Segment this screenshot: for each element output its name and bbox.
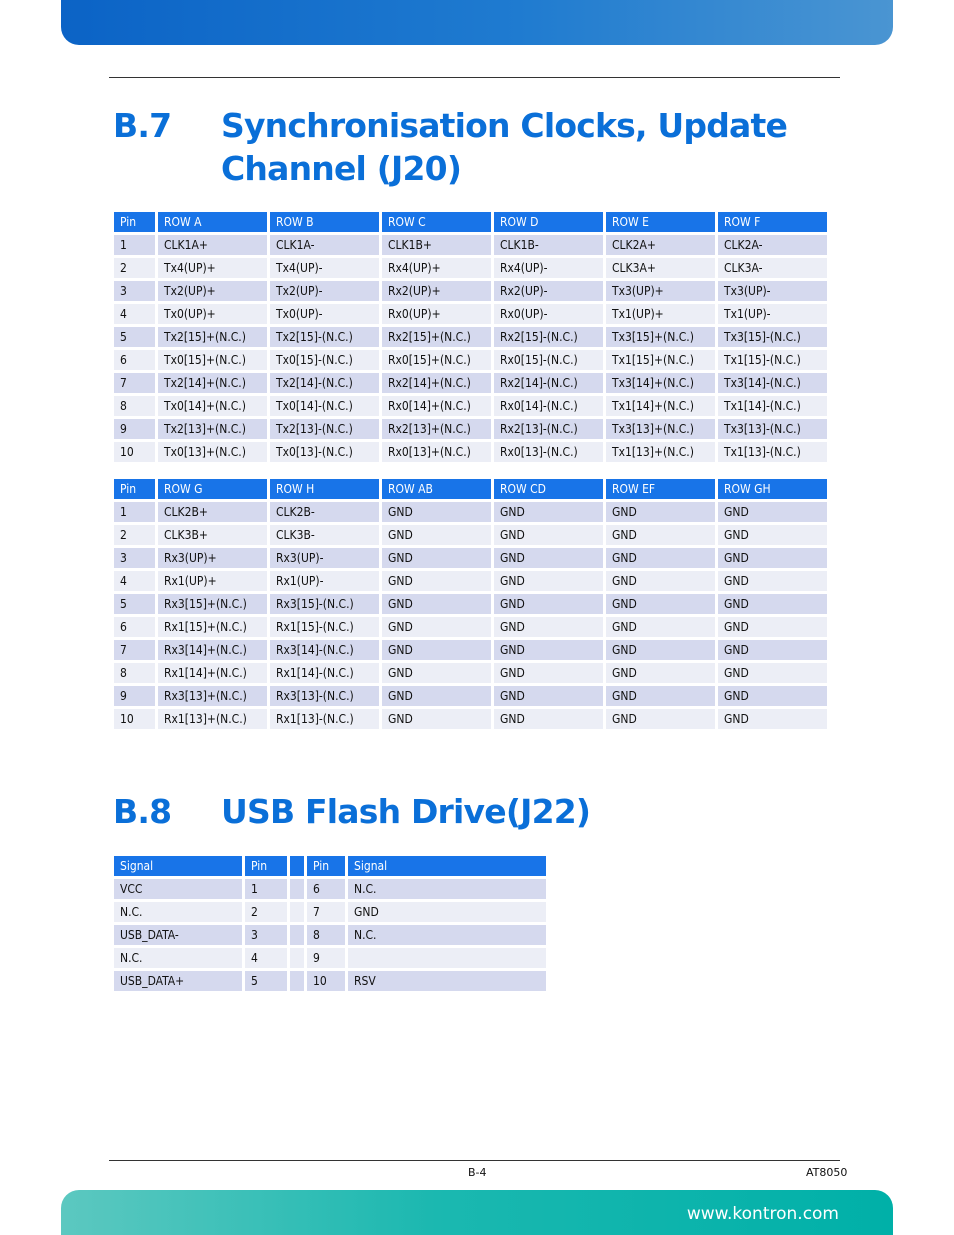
table-cell: Rx1[15]-(N.C.) [270,617,379,637]
column-header: ROW H [270,479,379,499]
table-row [114,502,827,522]
table-cell: GND [494,617,603,637]
table-row [114,235,827,255]
table-cell: 5 [114,594,155,614]
table-cell: Tx2[15]-(N.C.) [270,327,379,347]
table-cell: GND [382,663,491,683]
column-header: Signal [114,856,242,876]
table-cell: N.C. [348,925,546,945]
table-cell: GND [606,548,715,568]
table-cell: Tx0[15]+(N.C.) [158,350,267,370]
table-cell: GND [494,502,603,522]
table-row [114,258,827,278]
table-cell: 4 [114,571,155,591]
table-cell: CLK3B- [270,525,379,545]
table-cell: Tx4(UP)- [270,258,379,278]
table-cell: Tx2[13]+(N.C.) [158,419,267,439]
table-cell: 8 [114,663,155,683]
table-cell: 6 [114,350,155,370]
table-cell: GND [718,525,827,545]
table-cell [290,902,304,922]
table-cell: GND [606,571,715,591]
column-header: Signal [348,856,546,876]
column-header: ROW G [158,479,267,499]
table-cell: USB_DATA- [114,925,242,945]
table-cell: Tx3[14]-(N.C.) [718,373,827,393]
table-cell: 8 [307,925,345,945]
column-header: ROW A [158,212,267,232]
table-cell: Tx3[13]+(N.C.) [606,419,715,439]
table-cell: GND [718,548,827,568]
table-cell: Rx1(UP)+ [158,571,267,591]
table-cell [290,971,304,991]
table-cell: 2 [245,902,287,922]
table-cell: GND [718,571,827,591]
table-cell: GND [718,617,827,637]
table-cell: 9 [114,686,155,706]
table-cell: CLK1A+ [158,235,267,255]
table-cell: CLK1A- [270,235,379,255]
table-cell: Tx0[13]+(N.C.) [158,442,267,462]
table-cell: CLK3A- [718,258,827,278]
table-cell: Rx2[13]+(N.C.) [382,419,491,439]
table-cell: Tx0[13]-(N.C.) [270,442,379,462]
table-cell: GND [494,686,603,706]
table-row [114,879,546,899]
table-cell: GND [382,617,491,637]
table-cell: VCC [114,879,242,899]
table-row [114,281,827,301]
table-cell: Rx2[13]-(N.C.) [494,419,603,439]
table-cell: Tx0(UP)+ [158,304,267,324]
table-cell: Rx1[13]+(N.C.) [158,709,267,729]
table-header-row [114,212,827,232]
table-row [114,640,827,660]
table-cell: Rx2[14]+(N.C.) [382,373,491,393]
table-cell: 6 [114,617,155,637]
table-cell [348,948,546,968]
table-cell: Tx1(UP)- [718,304,827,324]
bottom-banner [61,1190,893,1235]
table-cell: 3 [245,925,287,945]
column-header: ROW GH [718,479,827,499]
table-cell: Rx1[14]+(N.C.) [158,663,267,683]
table-cell: Rx2[14]-(N.C.) [494,373,603,393]
table-header-row [114,479,827,499]
table-cell [290,948,304,968]
table-row [114,594,827,614]
table-cell: 7 [114,640,155,660]
table-cell: Rx2[15]-(N.C.) [494,327,603,347]
table-row [114,442,827,462]
table-cell: Rx3[15]-(N.C.) [270,594,379,614]
table-cell: Tx3(UP)+ [606,281,715,301]
table-cell: 5 [245,971,287,991]
table-cell: GND [718,709,827,729]
usb-pinout-table [111,853,549,994]
table-cell: Rx2[15]+(N.C.) [382,327,491,347]
table-cell: Tx2(UP)+ [158,281,267,301]
section-b7-number: B.7 [113,106,172,145]
column-header: ROW D [494,212,603,232]
column-header: ROW AB [382,479,491,499]
table-cell: GND [606,663,715,683]
table-cell: 3 [114,281,155,301]
table-cell: Tx2(UP)- [270,281,379,301]
table-cell: 10 [114,709,155,729]
pinout-table-rows-g-gh [111,476,830,732]
table-row [114,350,827,370]
column-header: ROW E [606,212,715,232]
table-cell: GND [606,502,715,522]
document-id: AT8050 [806,1166,848,1179]
table-row [114,548,827,568]
table-cell: Rx4(UP)+ [382,258,491,278]
table-cell: Rx3[13]-(N.C.) [270,686,379,706]
table-cell: Rx0(UP)- [494,304,603,324]
table-cell: Rx2(UP)+ [382,281,491,301]
table-cell: Tx1[14]-(N.C.) [718,396,827,416]
table-cell: Tx3(UP)- [718,281,827,301]
table-cell: Rx1[13]-(N.C.) [270,709,379,729]
table-row [114,525,827,545]
table-cell: GND [382,571,491,591]
table-cell: Rx4(UP)- [494,258,603,278]
table-cell: CLK2B+ [158,502,267,522]
table-cell: GND [606,525,715,545]
table-row [114,902,546,922]
table-cell: N.C. [114,948,242,968]
table-cell: Rx2(UP)- [494,281,603,301]
table-cell: GND [348,902,546,922]
table-cell: Tx1[15]+(N.C.) [606,350,715,370]
table-cell: Tx2[14]-(N.C.) [270,373,379,393]
table-cell: 9 [114,419,155,439]
table-cell: 1 [245,879,287,899]
table-row [114,925,546,945]
table-cell: GND [494,640,603,660]
table-row [114,571,827,591]
table-cell: 7 [114,373,155,393]
table-cell: Tx1[15]-(N.C.) [718,350,827,370]
table-cell: 2 [114,525,155,545]
table-cell: Tx0(UP)- [270,304,379,324]
table-cell: CLK2B- [270,502,379,522]
table-cell: GND [382,594,491,614]
table-cell: GND [382,502,491,522]
table-cell: GND [382,525,491,545]
table-cell: 6 [307,879,345,899]
table-cell: N.C. [348,879,546,899]
table-cell: GND [718,640,827,660]
table-cell: Tx3[15]+(N.C.) [606,327,715,347]
table-cell: Tx1[13]-(N.C.) [718,442,827,462]
table-cell: 10 [307,971,345,991]
table-cell: Tx1(UP)+ [606,304,715,324]
table-cell: CLK3B+ [158,525,267,545]
table-header-row [114,856,546,876]
table-cell: 3 [114,548,155,568]
table-row [114,327,827,347]
column-header [290,856,304,876]
table-cell: Rx3(UP)- [270,548,379,568]
table-cell: GND [606,640,715,660]
table-cell: N.C. [114,902,242,922]
table-cell: Tx0[14]-(N.C.) [270,396,379,416]
footer-rule [109,1160,840,1161]
column-header: ROW B [270,212,379,232]
table-cell: GND [606,709,715,729]
table-cell: 4 [114,304,155,324]
table-cell: CLK2A- [718,235,827,255]
table-cell: Rx0(UP)+ [382,304,491,324]
top-banner [61,0,893,45]
table-cell: Rx3[15]+(N.C.) [158,594,267,614]
table-row [114,663,827,683]
table-cell: Rx1(UP)- [270,571,379,591]
table-cell: USB_DATA+ [114,971,242,991]
table-cell: Rx1[15]+(N.C.) [158,617,267,637]
column-header: Pin [114,479,155,499]
table-row [114,617,827,637]
table-cell: Rx3[14]-(N.C.) [270,640,379,660]
table-cell: GND [606,617,715,637]
table-cell: Tx2[13]-(N.C.) [270,419,379,439]
table-cell: CLK2A+ [606,235,715,255]
table-cell: 4 [245,948,287,968]
table-cell: Rx3[14]+(N.C.) [158,640,267,660]
table-cell: Tx1[13]+(N.C.) [606,442,715,462]
table-cell [290,879,304,899]
column-header: ROW EF [606,479,715,499]
table-cell: Tx3[14]+(N.C.) [606,373,715,393]
table-cell: Rx0[15]-(N.C.) [494,350,603,370]
table-cell: GND [382,640,491,660]
page-number: B-4 [468,1166,487,1179]
table-cell: GND [494,709,603,729]
table-cell: CLK3A+ [606,258,715,278]
table-cell: Tx2[15]+(N.C.) [158,327,267,347]
table-cell: Rx3[13]+(N.C.) [158,686,267,706]
table-cell: GND [606,594,715,614]
pinout-table-rows-a-f [111,209,830,465]
column-header: Pin [307,856,345,876]
table-cell: Tx0[15]-(N.C.) [270,350,379,370]
table-cell: GND [382,686,491,706]
table-cell: CLK1B- [494,235,603,255]
table-cell: GND [494,663,603,683]
table-row [114,948,546,968]
table-cell: GND [606,686,715,706]
table-row [114,419,827,439]
table-cell: GND [718,686,827,706]
table-cell: Tx3[13]-(N.C.) [718,419,827,439]
table-cell: 1 [114,235,155,255]
section-b8-number: B.8 [113,792,172,831]
table-cell: Rx3(UP)+ [158,548,267,568]
table-row [114,709,827,729]
table-cell: GND [494,571,603,591]
table-cell: GND [382,709,491,729]
table-cell: Tx3[15]-(N.C.) [718,327,827,347]
table-row [114,304,827,324]
table-cell: 1 [114,502,155,522]
column-header: Pin [245,856,287,876]
table-row [114,396,827,416]
table-cell: GND [382,548,491,568]
table-cell: CLK1B+ [382,235,491,255]
website-link[interactable]: www.kontron.com [686,1204,839,1224]
column-header: ROW CD [494,479,603,499]
table-cell: Rx0[15]+(N.C.) [382,350,491,370]
section-b8-title: USB Flash Drive(J22) [221,792,591,831]
table-cell: Rx0[14]-(N.C.) [494,396,603,416]
table-cell: Rx1[14]-(N.C.) [270,663,379,683]
table-cell: 2 [114,258,155,278]
table-cell: 7 [307,902,345,922]
table-cell: GND [718,594,827,614]
table-cell: 8 [114,396,155,416]
table-cell: Tx2[14]+(N.C.) [158,373,267,393]
table-cell: 5 [114,327,155,347]
table-cell: Tx0[14]+(N.C.) [158,396,267,416]
table-cell: GND [494,594,603,614]
table-cell: GND [718,502,827,522]
table-row [114,971,546,991]
column-header: ROW C [382,212,491,232]
table-cell: GND [494,525,603,545]
table-row [114,686,827,706]
table-cell [290,925,304,945]
table-cell: 9 [307,948,345,968]
table-cell: Rx0[14]+(N.C.) [382,396,491,416]
table-cell: GND [494,548,603,568]
table-cell: Rx0[13]-(N.C.) [494,442,603,462]
table-cell: GND [718,663,827,683]
column-header: ROW F [718,212,827,232]
column-header: Pin [114,212,155,232]
table-row [114,373,827,393]
table-cell: Tx1[14]+(N.C.) [606,396,715,416]
table-cell: 10 [114,442,155,462]
section-b7-title: Synchronisation Clocks, Update Channel (J20) [221,106,788,188]
table-cell: Rx0[13]+(N.C.) [382,442,491,462]
table-cell: Tx4(UP)+ [158,258,267,278]
table-cell: RSV [348,971,546,991]
header-rule [109,77,840,78]
